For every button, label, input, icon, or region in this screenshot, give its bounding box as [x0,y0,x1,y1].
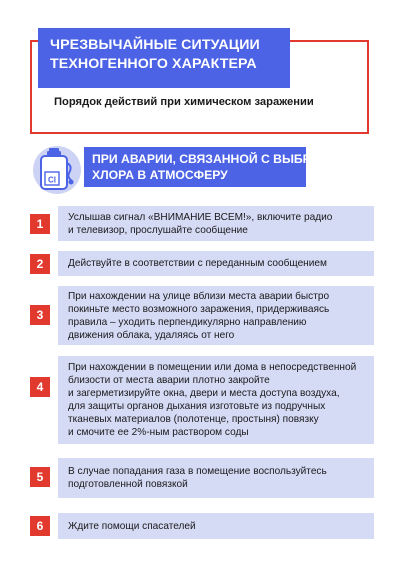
section-heading [84,147,349,187]
page-subtitle: Порядок действий при химическом заражении [54,96,314,108]
step-number-badge: 4 [30,377,50,397]
step-number-badge: 2 [30,254,50,274]
step-card [58,206,374,241]
step-text: Услышав сигнал «ВНИМАНИЕ ВСЕМ!», включите радио и телевизор, прослушайте сообщение [68,211,333,236]
section-heading-line-2: ХЛОРА В АТМОСФЕРУ [92,168,228,182]
page-title-line-1: ЧРЕЗВЫЧАЙНЫЕ СИТУАЦИИ [50,37,260,53]
step-number-badge: 5 [30,467,50,487]
step-text: При нахождении на улице вблизи места аварии быстро покиньте место возможного заражения, придерживаясь правила – уходить перпендикулярно направлению движения облака, удаляясь от него [68,290,330,341]
chlorine-label: Cl [48,175,56,185]
step-card [58,458,374,498]
step-card [58,251,374,276]
step-card [58,513,374,539]
step-card [58,356,374,444]
step-text: При нахождении в помещении или дома в непосредственной близости от места аварии плотно закройте и загерметизируйте окна, двери и места доступа воздуха, для защиты органов дыхания изготовьте из подручных тканевых материалов (полотенце, простыня) повязку и смочите ее 2%-ным раствором соды [68,362,357,438]
page-title [38,28,290,88]
page-title-line-2: ТЕХНОГЕННОГО ХАРАКТЕРА [50,56,257,72]
step-text: Ждите помощи спасателей [68,520,196,532]
chlorine-canister-icon [36,145,76,195]
step-text: В случае попадания газа в помещение воспользуйтесь подготовленной повязкой [68,466,327,490]
step-number-badge: 6 [30,516,50,536]
step-text: Действуйте в соответствии с переданным сообщением [68,258,327,269]
section-heading-line-1: ПРИ АВАРИИ, СВЯЗАННОЙ С ВЫБРОСОМ [92,152,349,166]
step-number-badge: 1 [30,214,50,234]
step-number-badge: 3 [30,305,50,325]
step-card [58,286,374,345]
